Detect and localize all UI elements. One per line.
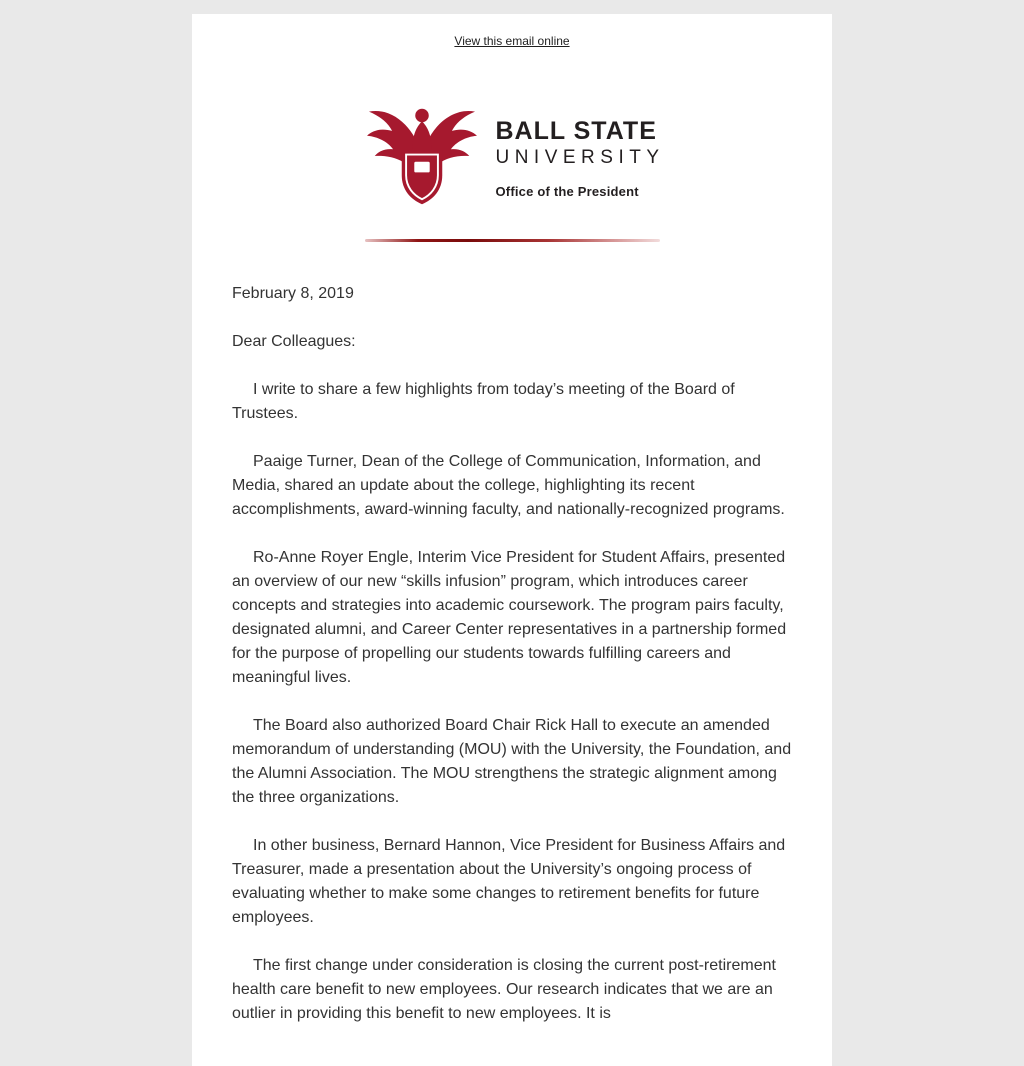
letter-salutation: Dear Colleagues: <box>232 333 356 350</box>
letter-paragraph: Paaige Turner, Dean of the College of Communication, Information, and Media, shared an update about the college, highlighting its recent accomplishments, award-winning faculty, and nationally-recognized programs. <box>232 453 785 518</box>
letter-paragraph: The Board also authorized Board Chair Rick Hall to execute an amended memorandum of understanding (MOU) with the University, the Foundation, and the Alumni Association. The MOU strengthens the strategic alignment among the three organizations. <box>232 717 792 806</box>
ball-state-emblem-icon <box>359 102 485 215</box>
wordmark-line1: BALL STATE <box>495 117 657 146</box>
letter-paragraph: In other business, Bernard Hannon, Vice President for Business Affairs and Treasurer, made a presentation about the University’s ongoing process of evaluating whether to make some changes to retirement benefits for future employees. <box>232 837 786 926</box>
office-name: Office of the President <box>495 183 639 199</box>
wordmark-line2: UNIVERSITY <box>495 146 665 168</box>
letter-paragraph: I write to share a few highlights from today’s meeting of the Board of Trustees. <box>232 381 735 422</box>
university-wordmark <box>495 118 664 198</box>
view-online-row <box>232 32 792 50</box>
red-divider-rule <box>365 239 660 242</box>
letter-date: February 8, 2019 <box>232 285 354 302</box>
view-online-link[interactable]: View this email online <box>454 34 570 48</box>
letter-paragraph: Ro-Anne Royer Engle, Interim Vice President for Student Affairs, presented an overview of our new “skills infusion” program, which introduces career concepts and strategies into academic coursework. The program pairs faculty, designated alumni, and Career Center representatives in a partnership formed for the purpose of propelling our students towards fulfilling careers and meaningful lives. <box>232 549 787 686</box>
letter-body <box>232 282 792 1026</box>
letter-paragraph: The first change under consideration is closing the current post-retirement health care benefit to new employees. Our research indicates that we are an outlier in providing this benefit to new employees. It is <box>232 957 776 1022</box>
university-logo <box>232 102 792 215</box>
email-body <box>192 14 832 1066</box>
